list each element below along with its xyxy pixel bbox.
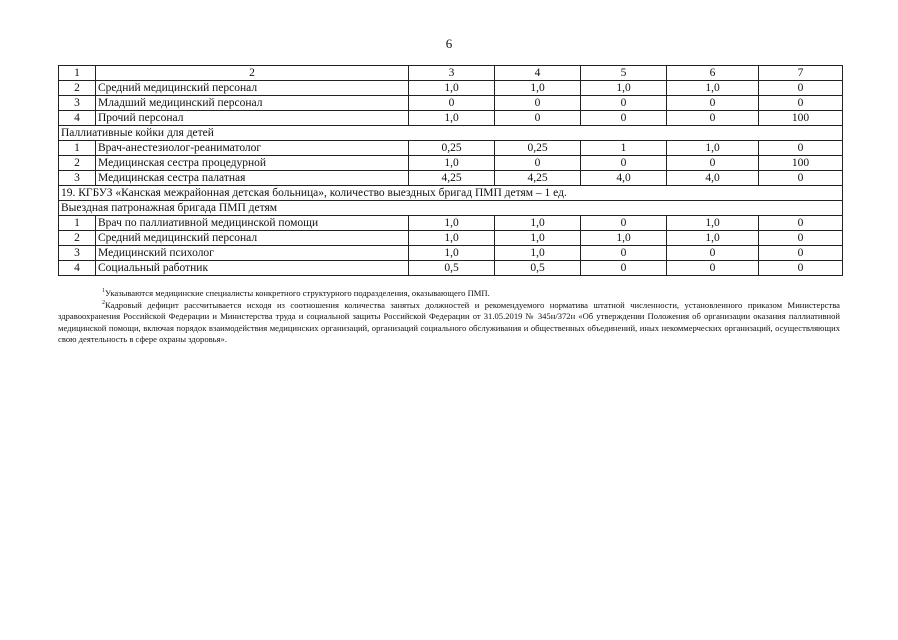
value-cell: 0 (409, 96, 495, 111)
header-cell: 6 (667, 66, 759, 81)
value-cell: 100 (759, 156, 843, 171)
value-cell: 0 (759, 231, 843, 246)
section-title: Паллиативные койки для детей (59, 126, 843, 141)
value-cell: 4,0 (667, 171, 759, 186)
value-cell: 4,25 (495, 171, 581, 186)
table-row (59, 81, 843, 96)
value-cell: 0,25 (495, 141, 581, 156)
value-cell: 0,5 (495, 261, 581, 276)
position-name: Медицинский психолог (96, 246, 409, 261)
table-row (59, 246, 843, 261)
value-cell: 1,0 (581, 81, 667, 96)
row-number: 3 (59, 171, 96, 186)
footnote-2: $^2$Кадровый дефицит рассчитывается исходя из соотношения количества занятых должностей и рекомендуемого норматива штатной численности, установленного приказом Министерства здравоохранения Российской Федерации и Министерства труда и социальной защиты Российской Федерации от 31.05.2019 № 345н/372н «Об утверждении Положения об организации оказания паллиативной медицинской помощи, включая порядок взаимодействия медицинских организаций, организаций социального обслуживания и общественных объединений, иных некоммерческих организаций, осуществляющих свою деятельность в сфере охраны здоровья». (58, 299, 840, 344)
value-cell: 0 (495, 156, 581, 171)
position-name: Врач по паллиативной медицинской помощи (96, 216, 409, 231)
value-cell: 0 (581, 156, 667, 171)
value-cell: 0 (759, 96, 843, 111)
header-cell: 3 (409, 66, 495, 81)
row-number: 1 (59, 141, 96, 156)
section-title: 19. КГБУЗ «Канская межрайонная детская больница», количество выездных бригад ПМП детям – 1 ед. (59, 186, 843, 201)
row-number: 2 (59, 156, 96, 171)
value-cell: 1,0 (667, 231, 759, 246)
table-row (59, 96, 843, 111)
page-number: 6 (445, 36, 453, 51)
position-name: Врач-анестезиолог-реаниматолог (96, 141, 409, 156)
value-cell: 1,0 (409, 111, 495, 126)
row-number: 3 (59, 246, 96, 261)
position-name: Средний медицинский персонал (96, 81, 409, 96)
value-cell: 0 (581, 111, 667, 126)
table-row (59, 111, 843, 126)
value-cell: 0 (759, 216, 843, 231)
value-cell: 1,0 (667, 141, 759, 156)
value-cell: 1,0 (409, 231, 495, 246)
value-cell: 1,0 (495, 246, 581, 261)
value-cell: 0 (759, 261, 843, 276)
header-cell: 2 (96, 66, 409, 81)
value-cell: 1,0 (409, 246, 495, 261)
footnote-1: $^1$Указываются медицинские специалисты конкретного структурного подразделения, оказывающего ПМП. (102, 288, 490, 298)
value-cell: 0 (581, 261, 667, 276)
row-number: 4 (59, 261, 96, 276)
value-cell: 1,0 (667, 81, 759, 96)
row-number: 4 (59, 111, 96, 126)
value-cell: 1,0 (409, 156, 495, 171)
value-cell: 0 (667, 261, 759, 276)
footnotes (58, 288, 840, 346)
table-row (59, 171, 843, 186)
value-cell: 1,0 (495, 231, 581, 246)
value-cell: 0 (581, 96, 667, 111)
row-number: 2 (59, 81, 96, 96)
position-name: Средний медицинский персонал (96, 231, 409, 246)
header-cell: 1 (59, 66, 96, 81)
position-name: Медицинская сестра процедурной (96, 156, 409, 171)
value-cell: 0,5 (409, 261, 495, 276)
table-section-row (59, 201, 843, 216)
value-cell: 0,25 (409, 141, 495, 156)
position-name: Прочий персонал (96, 111, 409, 126)
staffing-table (58, 65, 843, 276)
value-cell: 1,0 (581, 231, 667, 246)
value-cell: 1,0 (495, 216, 581, 231)
value-cell: 0 (667, 246, 759, 261)
value-cell: 0 (759, 171, 843, 186)
table-section-row (59, 126, 843, 141)
value-cell: 1,0 (667, 216, 759, 231)
value-cell: 0 (581, 246, 667, 261)
row-number: 1 (59, 216, 96, 231)
value-cell: 0 (495, 111, 581, 126)
value-cell: 1,0 (409, 81, 495, 96)
value-cell: 4,25 (409, 171, 495, 186)
value-cell: 0 (581, 216, 667, 231)
value-cell: 4,0 (581, 171, 667, 186)
table-section-row (59, 186, 843, 201)
header-cell: 7 (759, 66, 843, 81)
value-cell: 0 (759, 141, 843, 156)
table-row (59, 156, 843, 171)
table-row (59, 261, 843, 276)
value-cell: 0 (667, 156, 759, 171)
table-row (59, 141, 843, 156)
value-cell: 0 (495, 96, 581, 111)
table-header-row (59, 66, 843, 81)
value-cell: 1,0 (495, 81, 581, 96)
section-title: Выездная патронажная бригада ПМП детям (59, 201, 843, 216)
row-number: 2 (59, 231, 96, 246)
position-name: Медицинская сестра палатная (96, 171, 409, 186)
value-cell: 1 (581, 141, 667, 156)
value-cell: 0 (667, 96, 759, 111)
value-cell: 100 (759, 111, 843, 126)
header-cell: 4 (495, 66, 581, 81)
table-row (59, 216, 843, 231)
value-cell: 0 (759, 81, 843, 96)
position-name: Социальный работник (96, 261, 409, 276)
value-cell: 0 (667, 111, 759, 126)
table-body (59, 66, 843, 276)
table-row (59, 231, 843, 246)
position-name: Младший медицинский персонал (96, 96, 409, 111)
header-cell: 5 (581, 66, 667, 81)
value-cell: 0 (759, 246, 843, 261)
value-cell: 1,0 (409, 216, 495, 231)
row-number: 3 (59, 96, 96, 111)
